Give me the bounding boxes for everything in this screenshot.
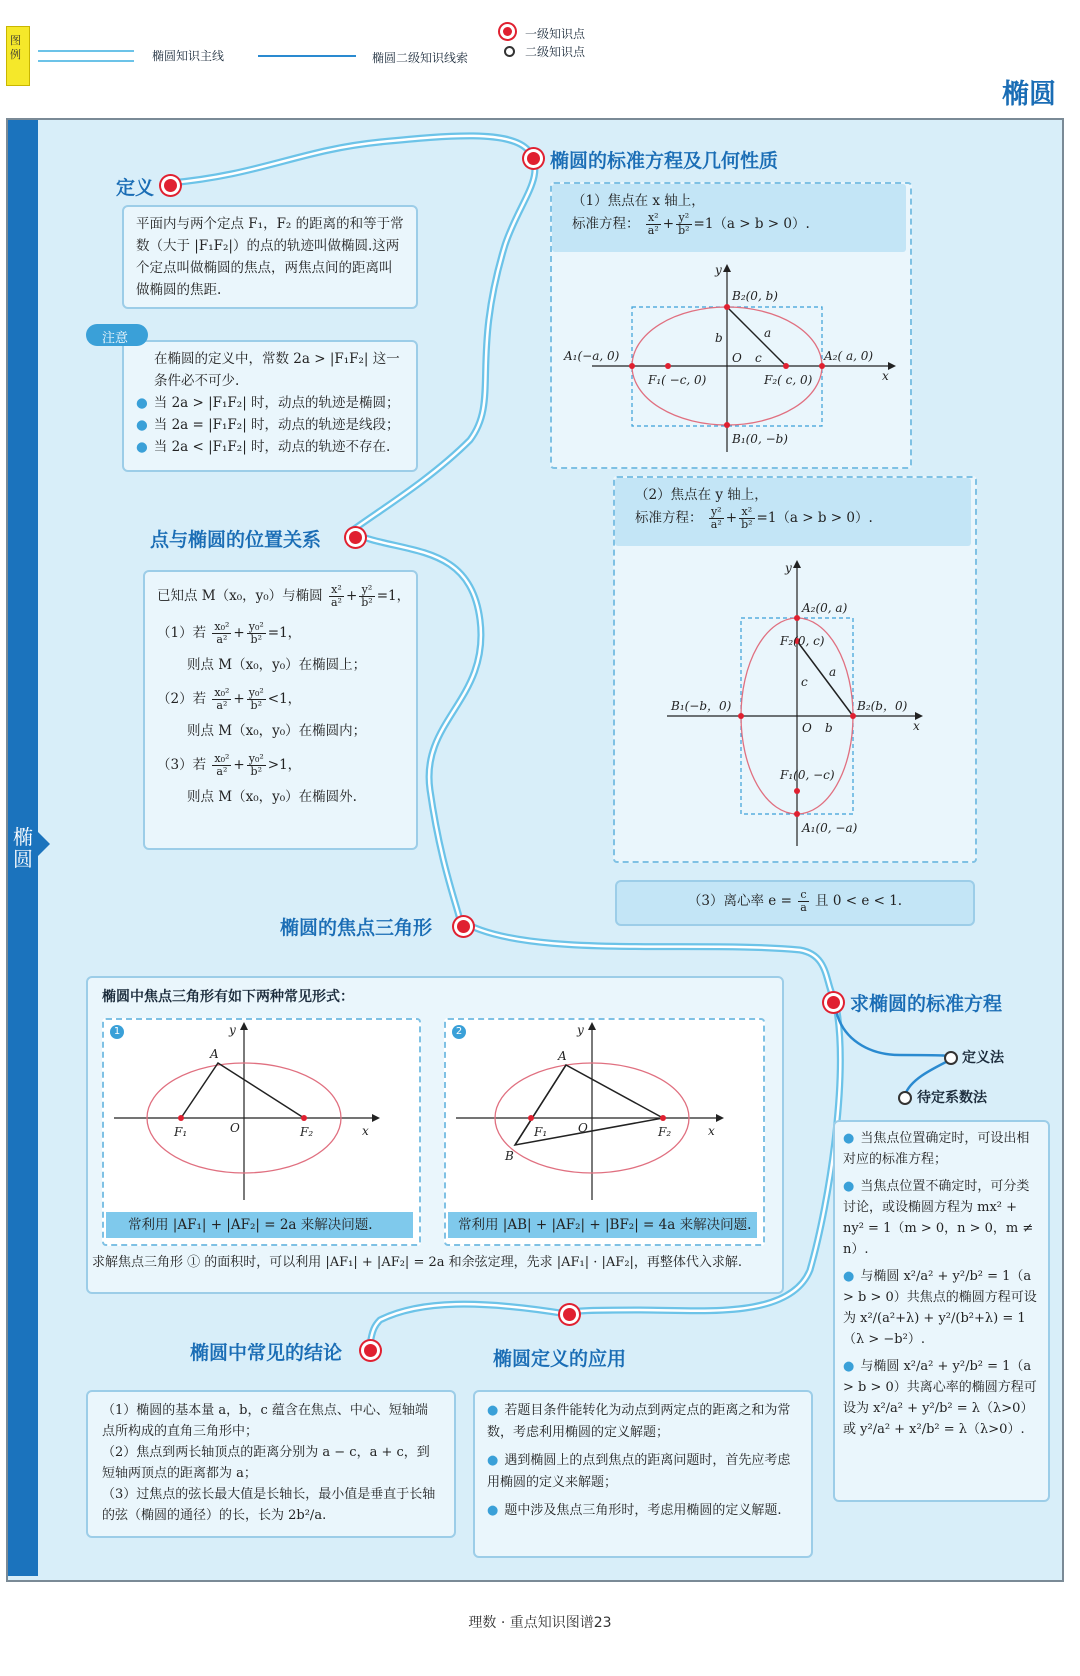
label-f2: F₂ (658, 1125, 672, 1139)
application-item: ● 若题目条件能转化为动点到两定点的距离之和为常数，考虑利用椭圆的定义解题； (487, 1403, 791, 1440)
std-x-line1: （1）焦点在 x 轴上， (572, 193, 705, 209)
label-o: O (802, 721, 812, 735)
focal-fig2-diagram (446, 1020, 759, 1206)
label-c: c (801, 675, 808, 689)
point-relation-case-2: （2）若 $\frac{\text{x₀²}}{\text{a²}}$ + $\frac{\text{y₀²}}{\text{b²}}$ <1， (157, 686, 302, 712)
label-f2: F₂ (300, 1125, 314, 1139)
point-relation-box (143, 570, 418, 850)
node-definition-method: 定义法 (962, 1050, 1004, 1066)
note-item: ● 当 2a < |F₁F₂| 时，动点的轨迹不存在. (136, 439, 391, 455)
find-std-eq-item: ● 当焦点位置确定时，可设出相对应的标准方程； (843, 1131, 1030, 1167)
label-y: y (715, 263, 722, 277)
find-std-eq-item: ● 与椭圆 x²/a² + y²/b² = 1（a > b > 0）共焦点的椭圆方程可设为 x²/(a²+λ) + y²/(b²+λ) = 1（λ > −b²）. (843, 1269, 1037, 1347)
label-f1: F₁ (174, 1125, 188, 1139)
note-tag-text: 注意 (102, 331, 129, 346)
label-b1: B₁(−b，0) (671, 699, 732, 713)
sidebar-label: 椭圆 (13, 825, 33, 871)
common-conclusions-box (86, 1390, 456, 1538)
label-b: b (715, 331, 723, 345)
node-common-conclusions: 椭圆中常见的结论 (190, 1342, 343, 1364)
find-std-eq-box (833, 1120, 1050, 1502)
node-focal-triangle-dot (457, 920, 470, 933)
label-a1: A₁(0, −a) (802, 821, 858, 835)
label-x: x (913, 719, 920, 733)
definition-box (122, 205, 418, 309)
node-def-application: 椭圆定义的应用 (493, 1348, 627, 1370)
label-o: O (230, 1121, 240, 1135)
find-std-eq-item: ● 当焦点位置不确定时，可分类讨论，或设椭圆方程为 mx² + ny² = 1（m > 0，n > 0，m ≠ n）. (843, 1179, 1034, 1257)
legend-tag-text: 图例 (10, 34, 21, 61)
conclusion-item: （2）焦点到两长轴顶点的距离分别为 a − c，a + c，到短轴两顶点的距离都为 a； (102, 1445, 430, 1481)
node-definition-dot (164, 179, 177, 192)
label-b: B (505, 1149, 514, 1163)
label-a: A (558, 1049, 567, 1063)
legend-main-line-label: 椭圆知识主线 (152, 49, 225, 63)
point-relation-case-1: （1）若 $\frac{\text{x₀²}}{\text{a²}}$ + $\frac{\text{y₀²}}{\text{b²}}$ =1， (157, 620, 302, 646)
find-std-eq-item: ● 与椭圆 x²/a² + y²/b² = 1（a > b > 0）共离心率的椭圆方程可设为 x²/a² + y²/b² = λ（λ>0）或 y²/a² + x²/b² = λ（λ>0）. (843, 1359, 1037, 1437)
node-point-relation-dot (349, 531, 362, 544)
label-b2: B₂(0, b) (732, 289, 778, 303)
point-relation-result-1: 则点 M（x₀，y₀）在椭圆上； (187, 657, 367, 673)
focal-triangle-footer: 求解焦点三角形 ① 的面积时，可以利用 |AF₁| + |AF₂| = 2a 和余弦定理，先求 |AF₁| · |AF₂|，再整体代入求解. (92, 1255, 743, 1270)
label-f1: F₁(0, −c) (780, 768, 835, 782)
std-x-header (552, 184, 906, 252)
node-undetermined-coeff-dot (898, 1091, 912, 1105)
focal-triangle-intro: 椭圆中焦点三角形有如下两种常见形式： (102, 989, 354, 1005)
conclusion-item: （1）椭圆的基本量 a，b，c 蕴含在焦点、中心、短轴端点所构成的直角三角形中； (102, 1403, 428, 1439)
node-find-std-eq-dot (827, 996, 840, 1009)
node-std-eq-dot (527, 152, 540, 165)
label-f1: F₁( −c, 0) (648, 373, 707, 387)
node-focal-triangle: 椭圆的焦点三角形 (280, 917, 433, 939)
label-x: x (882, 369, 889, 383)
label-o: O (578, 1121, 588, 1135)
legend-level2-label: 二级知识点 (525, 45, 586, 59)
label-a: a (829, 665, 837, 679)
point-relation-case-3: （3）若 $\frac{\text{x₀²}}{\text{a²}}$ + $\frac{\text{y₀²}}{\text{b²}}$ >1， (157, 752, 302, 778)
std-x-diagram (552, 252, 906, 464)
page-footer: 理数 · 重点知识图谱23 (468, 1615, 612, 1631)
node-find-std-eq: 求椭圆的标准方程 (850, 993, 1003, 1015)
focal-fig1-caption: 常利用 |AF₁| + |AF₂| = 2a 来解决问题. (106, 1212, 413, 1238)
node-common-conclusions-dot (364, 1344, 377, 1357)
label-a1: A₁(−a, 0) (564, 349, 620, 363)
label-a: A (210, 1047, 219, 1061)
application-item: ● 遇到椭圆上的点到焦点的距离问题时，首先应考虑用椭圆的定义来解题； (487, 1453, 791, 1490)
node-def-application-dot (563, 1308, 576, 1321)
std-y-header (615, 478, 971, 546)
point-relation-result-3: 则点 M（x₀，y₀）在椭圆外. (187, 789, 357, 805)
label-b: b (825, 721, 833, 735)
label-f2: F₂( c, 0) (764, 373, 813, 387)
std-y-line2: 标准方程： $\frac{\text{y²}}{\text{a²}}$ + $\frac{\text{x²}}{\text{b²}}$ =1（a > b > 0）. (635, 505, 873, 531)
note-intro: 在椭圆的定义中，常数 2a > |F₁F₂| 这一条件必不可少. (154, 351, 400, 389)
label-b2: B₂(b，0) (857, 699, 908, 713)
point-relation-intro: 已知点 M（x₀，y₀）与椭圆 $\frac{\text{x²}}{\text{a²}}$ + $\frac{\text{y²}}{\text{b²}}$ =1， (157, 583, 411, 609)
label-f1: F₁ (534, 1125, 548, 1139)
definition-text: 平面内与两个定点 F₁，F₂ 的距离的和等于常数（大于 |F₁F₂|）的点的轨迹叫做椭圆.这两个定点叫做椭圆的焦点，两焦点间的距离叫做椭圆的焦距. (136, 216, 404, 298)
node-definition: 定义 (116, 177, 155, 199)
label-f2: F₂(0, c) (780, 634, 825, 648)
label-y: y (785, 561, 792, 575)
focal-fig2-num: 2 (452, 1025, 466, 1039)
note-item: ● 当 2a > |F₁F₂| 时，动点的轨迹是椭圆； (136, 395, 400, 411)
label-b1: B₁(0, −b) (732, 432, 788, 446)
conclusion-item: （3）过焦点的弦长最大值是长轴长，最小值是垂直于长轴的弦（椭圆的通径）的长，长为 2b²/a. (102, 1487, 436, 1523)
note-box (122, 340, 418, 472)
std-y-diagram (615, 546, 971, 858)
legend-sub-line-label: 椭圆二级知识线索 (372, 51, 469, 65)
page-title: 椭圆 (1002, 79, 1056, 110)
legend-level1-label: 一级知识点 (525, 27, 586, 41)
label-c: c (755, 351, 762, 365)
label-a: a (764, 326, 772, 340)
node-std-eq: 椭圆的标准方程及几何性质 (550, 150, 779, 172)
label-a2: A₂( a, 0) (824, 349, 874, 363)
label-y: y (577, 1023, 584, 1037)
def-application-box (473, 1390, 813, 1558)
focal-fig1-num: 1 (110, 1025, 124, 1039)
eccentricity-box: （3）离心率 e = $\frac{c}{a}$ 且 0 < e < 1. (615, 880, 975, 926)
note-item: ● 当 2a = |F₁F₂| 时，动点的轨迹是线段； (136, 417, 400, 433)
label-a2: A₂(0, a) (802, 601, 848, 615)
label-o: O (732, 351, 742, 365)
std-x-line2: 标准方程： $\frac{\text{x²}}{\text{a²}}$ + $\frac{\text{y²}}{\text{b²}}$ =1（a > b > 0）. (572, 211, 810, 237)
node-point-relation: 点与椭圆的位置关系 (150, 529, 322, 551)
point-relation-result-2: 则点 M（x₀，y₀）在椭圆内； (187, 723, 367, 739)
application-item: ● 题中涉及焦点三角形时，考虑用椭圆的定义解题. (487, 1503, 782, 1518)
focal-fig2-caption: 常利用 |AB| + |AF₂| + |BF₂| = 4a 来解决问题. (448, 1212, 757, 1238)
std-y-line1: （2）焦点在 y 轴上， (635, 487, 768, 503)
label-x: x (708, 1124, 715, 1138)
node-undetermined-coeff: 待定系数法 (917, 1090, 987, 1106)
label-x: x (362, 1124, 369, 1138)
node-definition-method-dot (944, 1051, 958, 1065)
label-y: y (229, 1023, 236, 1037)
focal-fig1-diagram (104, 1020, 415, 1206)
